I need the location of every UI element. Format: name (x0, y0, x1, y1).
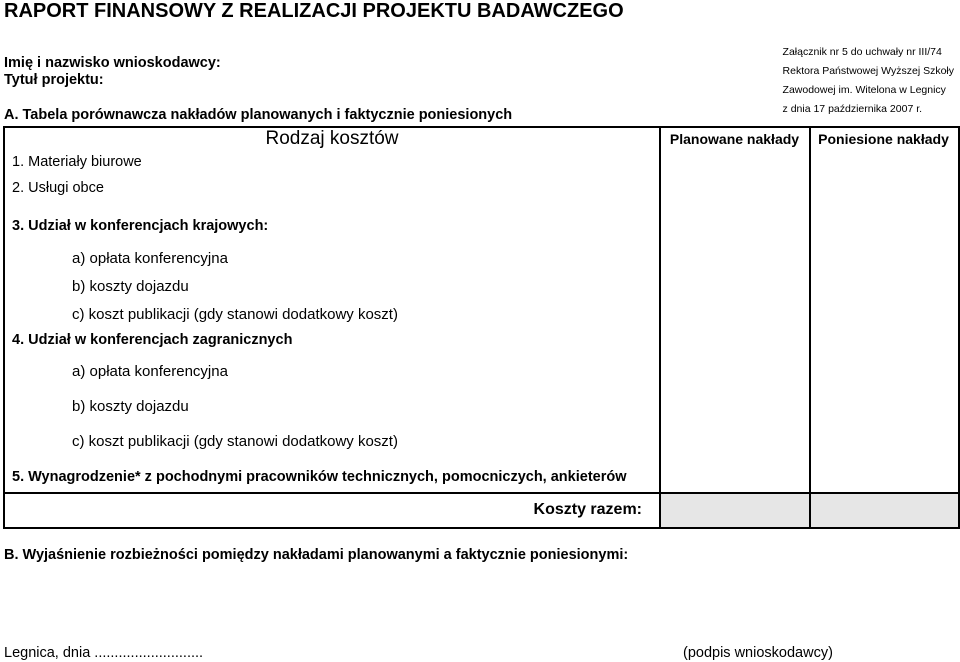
document-title: RAPORT FINANSOWY Z REALIZACJI PROJEKTU BADAWCZEGO (4, 0, 624, 22)
attachment-line: Załącznik nr 5 do uchwały nr III/74 (782, 46, 942, 58)
applicant-label: Imię i nazwisko wnioskodawcy: (4, 55, 221, 71)
attachment-note (783, 43, 954, 119)
row-label: c) koszt publikacji (gdy stanowi dodatkowy koszt) (72, 433, 398, 450)
attachment-line: z dnia 17 października 2007 r. (782, 103, 923, 115)
section-b-title: B. Wyjaśnienie rozbieżności pomiędzy nakładami planowanymi a faktycznie poniesionymi: (4, 547, 629, 563)
row-label: 3. Udział w konferencjach krajowych: (12, 218, 269, 234)
signature-field: (podpis wnioskodawcy) (683, 645, 833, 661)
section-a-title: A. Tabela porównawcza nakładów planowanych i faktycznie poniesionych (4, 107, 513, 123)
row-label: 1. Materiały biurowe (12, 154, 142, 170)
row-label: a) opłata konferencyjna (72, 363, 228, 380)
column-header-kind: Rodzaj kosztów (265, 128, 399, 149)
table-column-divider (659, 126, 661, 529)
row-label: b) koszty dojazdu (72, 278, 189, 295)
table-border-left (3, 126, 5, 529)
row-label: b) koszty dojazdu (72, 398, 189, 415)
attachment-line: Rektora Państwowej Wyższej Szkoły (782, 65, 954, 77)
row-label: 2. Usługi obce (12, 180, 104, 196)
total-costs-label: Koszty razem: (533, 501, 642, 518)
row-label: 4. Udział w konferencjach zagranicznych (12, 332, 293, 348)
column-header-planned: Planowane nakłady (669, 131, 800, 147)
grey-cell (661, 494, 809, 528)
project-title-label: Tytuł projektu: (4, 72, 104, 88)
column-header-incurred: Poniesione nakłady (818, 131, 949, 147)
table-column-divider (809, 126, 811, 529)
place-date-field: Legnica, dnia ........................... (4, 645, 204, 661)
row-label: a) opłata konferencyjna (72, 250, 228, 267)
attachment-line: Zawodowej im. Witelona w Legnicy (782, 84, 946, 96)
grey-cell (811, 494, 958, 528)
row-label: 5. Wynagrodzenie* z pochodnymi pracowników technicznych, pomocniczych, ankieterów (12, 469, 627, 485)
row-label: c) koszt publikacji (gdy stanowi dodatkowy koszt) (72, 306, 398, 323)
